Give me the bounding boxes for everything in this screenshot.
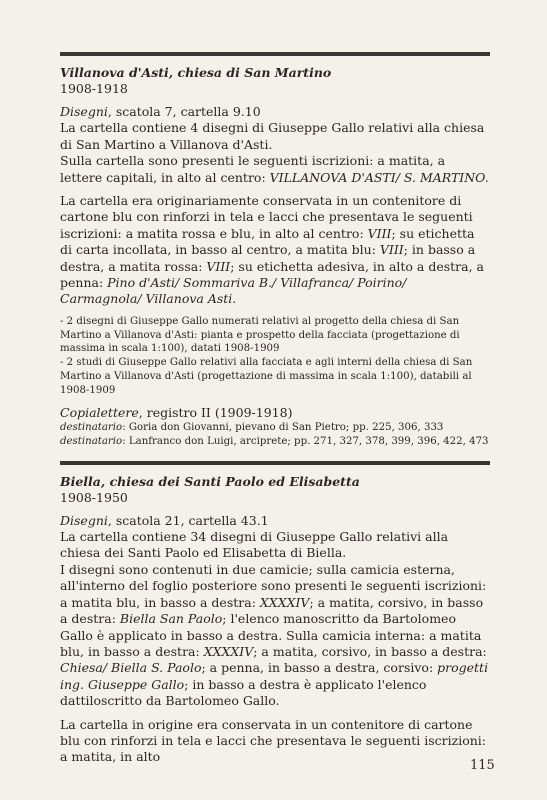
paragraph: La cartella contiene 4 disegni di Giuseppe Gallo relativi alla chiesa di San Martino a Villanova d'Asti. (60, 120, 485, 152)
section-rule (60, 52, 490, 56)
section-heading: Biella, chiesa dei Santi Paolo ed Elisabetta (60, 473, 360, 489)
page-number: 115 (470, 758, 495, 773)
page-content (60, 52, 490, 766)
paragraph: La cartella era originariamente conservata in un contenitore di cartone blu con rinforzi in tela e lacci che presentava le seguenti iscrizioni: a matita rossa e blu, in alto al centro: VIII; su etichetta di carta incollata, in basso al centro, a matita blu: VIII; in basso a destra, a matita rossa: VIII; su etichetta adesiva, in alto a destra, a penna: Pino d'Asti/ Sommariva B./ Villafranca/ Poirino/ Carmagnola/ Villanova Asti. (60, 193, 485, 307)
section-heading: Villanova d'Asti, chiesa di San Martino (60, 65, 332, 80)
section-dates: 1908-1950 (60, 489, 128, 505)
section-rule (60, 461, 490, 465)
list-item: - 2 disegni di Giuseppe Gallo numerati relativi al progetto della chiesa di San Martino a Villanova d'Asti: pianta e prospetto della facciata (progettazione di massima in scala 1:100), datati 1908-1909 (60, 315, 460, 355)
paragraph: I disegni sono contenuti in due camicie; sulla camicia esterna, all'interno del foglio posteriore sono presenti le seguenti iscrizioni: a matita blu, in basso a destra: XXXXIV; a matita, corsivo, in basso a destra: Biella San Paolo; l'elenco manoscritto da Bartolomeo Gallo è applicato in basso a destra. Sulla camicia interna: a matita blu, in basso a destra: XXXXIV; a matita, corsivo, in basso a destra: Chiesa/ Biella S. Paolo; a penna, in basso a destra, corsivo: progetti ing. Giuseppe Gallo; in basso a destra è applicato l'elenco dattiloscritto da Bartolomeo Gallo. (60, 561, 489, 709)
paragraph: La cartella in origine era conservata in un contenitore di cartone blu con rinforzi in tela e lacci che presentava le seguenti iscrizioni: a matita, in alto (60, 716, 486, 765)
source-line: Disegni, scatola 7, cartella 9.10 (60, 104, 261, 119)
paragraph: Sulla cartella sono presenti le seguenti iscrizioni: a matita, a lettere capitali, in alto al centro: VILLANOVA D'ASTI/ S. MARTINO. (60, 153, 489, 185)
paragraph: La cartella contiene 34 disegni di Giuseppe Gallo relativi alla chiesa dei Santi Paolo ed Elisabetta di Biella. (60, 529, 449, 561)
recipient-line: destinatario: Lanfranco don Luigi, arciprete; pp. 271, 327, 378, 399, 396, 422, 473 (60, 435, 489, 447)
recipient-line: destinatario: Goria don Giovanni, pievano di San Pietro; pp. 225, 306, 333 (60, 422, 444, 434)
source-line: Disegni, scatola 21, cartella 43.1 (60, 512, 269, 528)
copialettere-line: Copialettere, registro II (1909-1918) (60, 404, 293, 420)
section-dates: 1908-1918 (60, 81, 128, 96)
list-item: - 2 studi di Giuseppe Gallo relativi alla facciata e agli interni della chiesa di San Martino a Villanova d'Asti (progettazione di massima in scala 1:100), databili al 1908-1909 (60, 357, 473, 396)
